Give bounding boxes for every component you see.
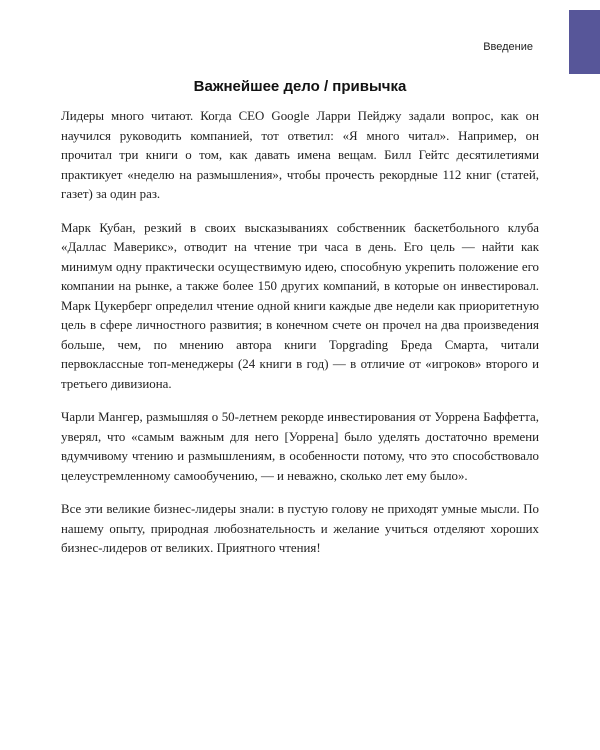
- paragraph: Чарли Мангер, размышляя о 50-летнем рекорде инвестирования от Уоррена Баффетта, уверял, что «самым важным для него [Уоррена] было уделять достаточно времени вдумчивому чтению и размышлениям, в особенности потому, что это способствовало целеустремленному самообучению, — и неважно, сколько лет ему было».: [61, 410, 539, 483]
- paragraph: Лидеры много читают. Когда CEO Google Ларри Пейджу задали вопрос, как он научился руководить компанией, тот ответил: «Я много читал». Например, он прочитал три книги о том, как давать имена вещам. Билл Гейтс десятилетиями практикует «неделю на размышления», чтобы прочесть рекордные 112 книг (статей, газет) за один раз.: [61, 109, 539, 201]
- paragraph: Все эти великие бизнес-лидеры знали: в пустую голову не приходят умные мысли. По нашему опыту, природная любознательность и желание учиться отделяют хороших бизнес-лидеров от великих. Приятного чтения!: [61, 502, 539, 555]
- chapter-tab-marker: [569, 10, 600, 74]
- section-title: Важнейшее дело / привычка: [193, 78, 407, 95]
- paragraph: Марк Кубан, резкий в своих высказываниях собственник баскетбольного клуба «Даллас Маверикс», отводит на чтение три часа в день. Его цель — найти как минимум одну практически осуществимую идею, способную укрепить положение его компании на рынке, а также более 150 других компаний, в которые он инвестировал. Марк Цукерберг определил чтение одной книги каждые две недели как приоритетную цель в сфере личностного развития; в конечном счете он прочел на два произведения больше, чем, по мнению автора книги Topgrading Бреда Смарта, читали первоклассные топ-менеджеры (24 книги в год) — в отличие от «игроков» второго и третьего дивизиона.: [61, 220, 539, 391]
- body-text: [61, 107, 539, 573]
- running-header: Введение: [483, 41, 533, 53]
